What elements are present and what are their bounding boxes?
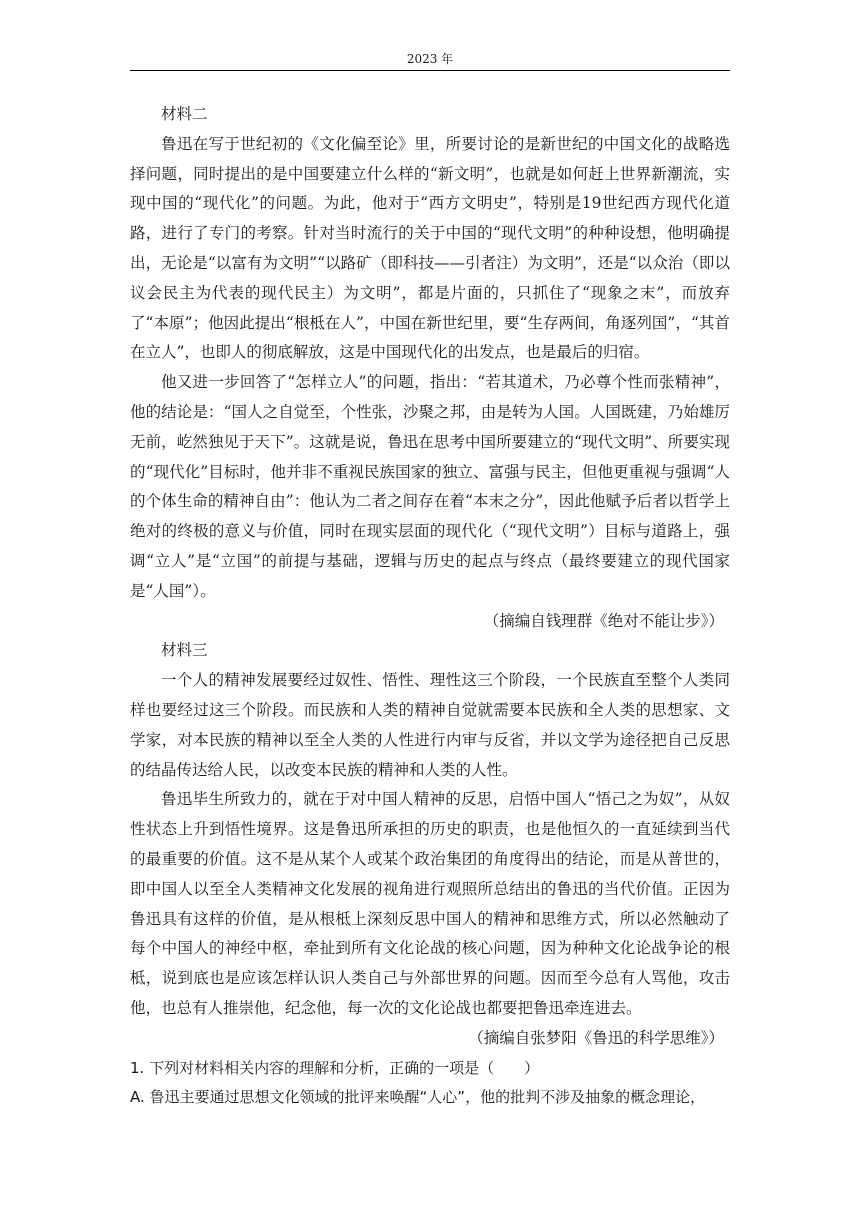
material-2-source: （摘编自钱理群《绝对不能让步》） [483, 611, 724, 630]
material-3-label: 材料三 [161, 641, 208, 660]
question-1-option-a: A. 鲁迅主要通过思想文化领域的批评来唤醒“人心”，他的批判不涉及抽象的概念理论， [130, 1088, 706, 1107]
question-1-stem: 1. 下列对材料相关内容的理解和分析，正确的一项是（ ） [130, 1058, 540, 1077]
page-header [130, 50, 730, 71]
material-3-paragraph-1: 一个人的精神发展要经过奴性、悟性、理性这三个阶段，一个民族直至整个人类同样也要经过这三个阶段。而民族和人类的精神自觉就需要本民族和全人类的思想家、文学家，对本民族的精神以至全人类的人性进行内审与反省，并以文学为途径把自己反思的结晶传达给人民，以改变本民族的精神和人类的人性。 [130, 671, 730, 779]
document-body [130, 100, 730, 1113]
material-2-paragraph-1: 鲁迅在写于世纪初的《文化偏至论》里，所要讨论的是新世纪的中国文化的战略选择问题，同时提出的是中国要建立什么样的“新文明”，也就是如何赶上世界新潮流，实现中国的“现代化”的问题。为此，他对于“西方文明史”，特别是19世纪西方现代化道路，进行了专门的考察。针对当时流行的关于中国的“现代文明”的种种设想，他明确提出，无论是“以富有为文明”“以路矿（即科技——引者注）为文明”，还是“以众治（即以议会民主为代表的现代民主）为文明”，都是片面的，只抓住了“现象之末”，而放弃了“本原”；他因此提出“根柢在人”，中国在新世纪里，要“生存两间，角逐列国”，“其首在立人”，也即人的彻底解放，这是中国现代化的出发点，也是最后的归宿。 [130, 134, 730, 362]
material-2-paragraph-2: 他又进一步回答了“怎样立人”的问题，指出：“若其道术，乃必尊个性而张精神”，他的结论是：“国人之自觉至，个性张，沙聚之邦，由是转为人国。人国既建，乃始雄厉无前，屹然独见于天下”。这就是说，鲁迅在思考中国所要建立的“现代文明”、所要实现的“现代化”目标时，他并非不重视民族国家的独立、富强与民主，但他更重视与强调“人的个体生命的精神自由”：他认为二者之间存在着“本末之分”，因此他赋予后者以哲学上绝对的终极的意义与价值，同时在现实层面的现代化（“现代文明”）目标与道路上，强调“立人”是“立国”的前提与基础，逻辑与历史的起点与终点（最终要建立的现代国家是“人国”）。 [130, 373, 730, 600]
material-3-paragraph-2: 鲁迅毕生所致力的，就在于对中国人精神的反思，启悟中国人“悟己之为奴”，从奴性状态上升到悟性境界。这是鲁迅所承担的历史的职责，也是他恒久的一直延续到当代的最重要的价值。这不是从某个人或某个政治集团的角度得出的结论，而是从普世的，即中国人以至全人类精神文化发展的视角进行观照所总结出的鲁迅的当代价值。正因为鲁迅具有这样的价值，是从根柢上深刻反思中国人的精神和思维方式，所以必然触动了每个中国人的神经中枢，牵扯到所有文化论战的核心问题，因为种种文化论战争论的根柢，说到底也是应该怎样认识人类自己与外部世界的问题。因而至今总有人骂他，攻击他，也总有人推崇他，纪念他，每一次的文化论战也都要把鲁迅牵连进去。 [130, 790, 730, 1017]
header-year: 2023 年 [406, 52, 454, 66]
material-3-source: （摘编自张梦阳《鲁迅的科学思维》） [468, 1028, 724, 1047]
material-2-label: 材料二 [161, 105, 208, 123]
